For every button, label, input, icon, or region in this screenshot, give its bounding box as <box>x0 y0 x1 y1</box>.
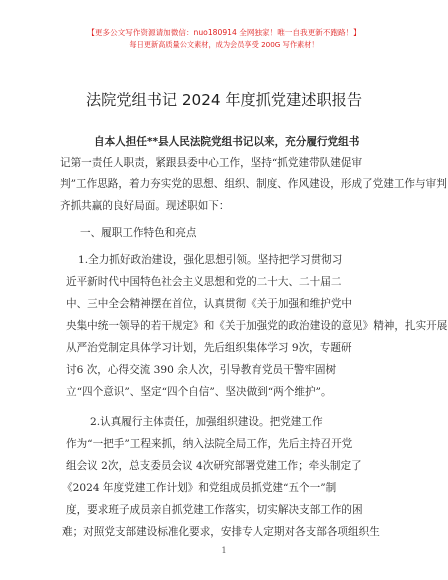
document-title: 法院党组书记 2024 年度抓党建述职报告 <box>85 91 363 109</box>
body-line: 组会议 2次，总支委员会议 4次研究部署党建工作；牵头制定了 <box>66 460 362 472</box>
page-number: 1 <box>221 546 227 555</box>
section-heading: 一、履职工作特色和亮点 <box>80 227 197 239</box>
body-line: 从严治党制定具体学习计划，先后组织集体学习 9次，专题研 <box>66 342 352 354</box>
promo-banner-line-1: 【更多公文写作资源请加微信：nuo180914 全网独家！唯一自我更新不跑路！】 <box>87 28 361 37</box>
body-line: 自本人担任**县人民法院党组书记以来，充分履行党组书 <box>94 136 360 148</box>
body-line: 齐抓共赢的良好局面。现述职如下： <box>60 200 230 212</box>
body-line: 讨6 次，心得交流 390 余人次，引导教育党员干警牢固树 <box>66 364 337 376</box>
body-line: 央集中统一领导的若干规定》和《关于加强党的政治建设的意见》精神，扎实开展 <box>66 320 448 332</box>
body-line: 度，要求班子成员亲自抓党建工作落实，切实解决支部工作的困 <box>66 504 363 516</box>
body-line: 近平新时代中国特色社会主义思想和党的二十大、二十届二 <box>66 276 342 288</box>
body-line: 判”工作思路，着力夯实党的思想、组织、制度、作风建设，形成了党建工作与审判 <box>60 178 447 190</box>
body-line: 记第一责任人职责，紧跟县委中心工作，坚持“抓党建带队建促审 <box>60 157 363 169</box>
body-line: 《2024 年度党建工作计划》和党组成员抓党建“五个一”制 <box>62 482 337 494</box>
body-line: 2.认真履行主体责任，加强组织建设。把党建工作 <box>90 416 323 428</box>
body-line: 立“四个意识”、坚定“四个自信”、坚决做到“两个维护”。 <box>66 386 332 398</box>
body-line: 作为“一把手”工程来抓，纳入法院全局工作，先后主持召开党 <box>66 438 353 450</box>
body-line: 中、三中全会精神摆在首位，认真贯彻《关于加强和维护党中 <box>66 298 353 310</box>
body-line: 1.全力抓好政治建设，强化思想引领。坚持把学习贯彻习 <box>78 254 343 266</box>
body-line: 难；对照党支部建设标准化要求，安排专人定期对各支部各项组织生 <box>62 526 380 538</box>
promo-banner-line-2: 每日更新高质量公文素材，成为会员享受 200G 写作素材！ <box>129 40 319 49</box>
